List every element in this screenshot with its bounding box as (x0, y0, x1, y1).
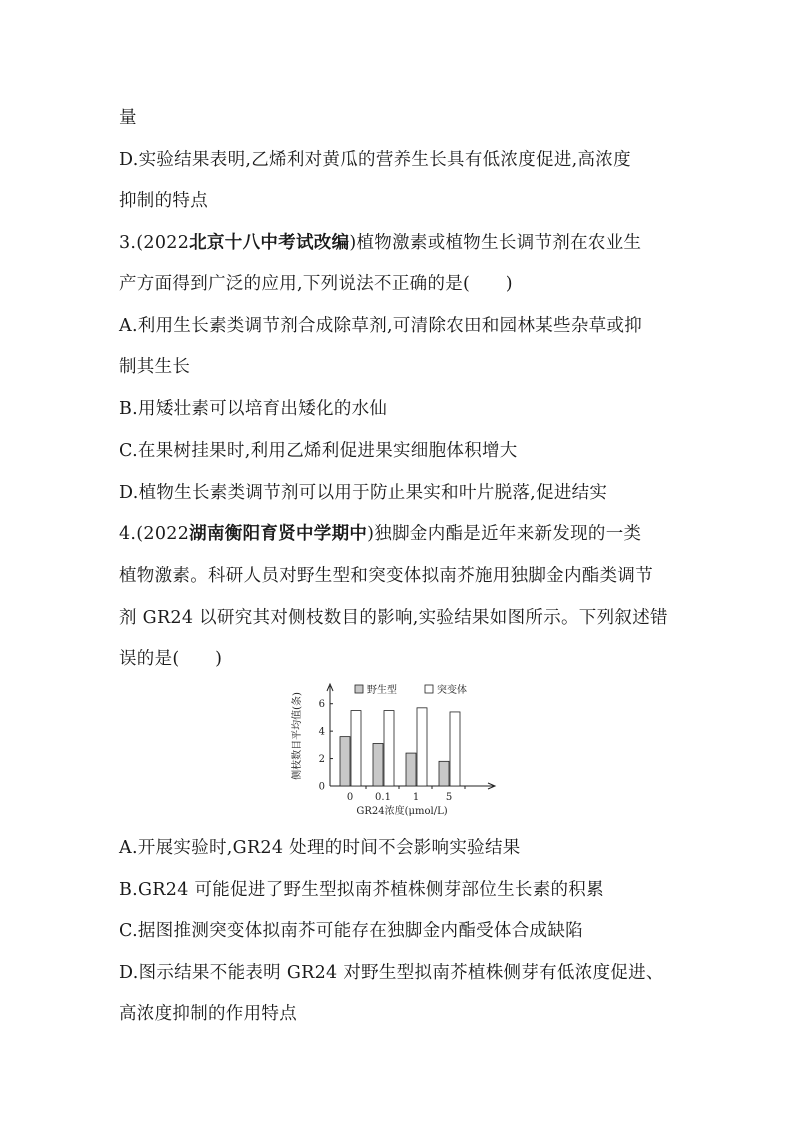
x-tick-label: 1 (412, 792, 420, 803)
y-tick-label: 0 (318, 781, 325, 793)
y-tick-label: 2 (318, 754, 325, 766)
x-tick-label: 0.1 (375, 792, 391, 803)
question-3-stem-text: )植物激素或植物生长调节剂在农业生 (349, 233, 642, 253)
bar-mutant (417, 708, 427, 786)
bar-mutant (351, 711, 361, 786)
bar-chart (290, 678, 505, 823)
question-3-option-d: D.植物生长素类调节剂可以用于防止果实和叶片脱落,促进结实 (119, 483, 608, 503)
question-3-option-a-cont: 制其生长 (119, 357, 191, 377)
bar-mutant (384, 711, 394, 786)
bar-wild-type (439, 761, 449, 786)
legend-label-wild-type: 野生型 (367, 685, 397, 696)
legend-swatch-mutant (425, 685, 433, 693)
bar-wild-type (373, 743, 383, 786)
question-4-option-c: C.据图推测突变体拟南芥可能存在独脚金内酯受体合成缺陷 (119, 921, 583, 941)
question-4-stem-line2: 植物激素。科研人员对野生型和突变体拟南芥施用独脚金内酯类调节 (119, 566, 653, 586)
question-3-number: 3.(2022 (119, 233, 190, 253)
question-4-stem-line3: 剂 GR24 以研究其对侧枝数目的影响,实验结果如图所示。下列叙述错 (119, 608, 668, 628)
question-4-option-d-cont: 高浓度抑制的作用特点 (119, 1004, 297, 1024)
text-line: 抑制的特点 (119, 191, 208, 211)
question-3-stem-line2: 产方面得到广泛的应用,下列说法不正确的是( ) (119, 274, 513, 294)
question-3-option-c: C.在果树挂果时,利用乙烯利促进果实细胞体积增大 (119, 441, 518, 461)
text-line: D.实验结果表明,乙烯利对黄瓜的营养生长具有低浓度促进,高浓度 (119, 150, 631, 170)
question-4-stem (119, 520, 641, 545)
y-axis-label: 侧枝数目平均值(条) (292, 692, 303, 780)
y-tick-label: 4 (318, 726, 325, 738)
x-tick-label: 5 (445, 792, 453, 803)
question-3-option-a: A.利用生长素类调节剂合成除草剂,可清除农田和园林某些杂草或抑 (119, 316, 643, 336)
question-4-stem-line4: 误的是( ) (119, 649, 223, 669)
question-4-number: 4.(2022 (119, 524, 190, 544)
question-4-source: 湖南衡阳育贤中学期中 (189, 524, 368, 544)
question-4-option-b: B.GR24 可能促进了野生型拟南芥植株侧芽部位生长素的积累 (119, 880, 604, 900)
bar-wild-type (340, 737, 350, 786)
legend-swatch-wild-type (355, 685, 363, 693)
question-4-option-d: D.图示结果不能表明 GR24 对野生型拟南芥植株侧芽有低浓度促进、 (119, 963, 664, 983)
question-3-stem (119, 229, 641, 254)
question-4-option-a: A.开展实验时,GR24 处理的时间不会影响实验结果 (119, 838, 521, 858)
bar-wild-type (406, 753, 416, 786)
legend-label-mutant: 突变体 (437, 685, 467, 696)
x-axis-label: GR24浓度(μmol/L) (356, 806, 448, 817)
question-3-option-b: B.用矮壮素可以培育出矮化的水仙 (119, 399, 388, 419)
x-tick-label: 0 (346, 792, 354, 803)
question-3-source: 北京十八中考试改编 (189, 233, 350, 253)
y-tick-label: 6 (318, 699, 325, 711)
text-line: 量 (119, 108, 137, 128)
bar-mutant (450, 712, 460, 786)
question-4-stem-text: )独脚金内酯是近年来新发现的一类 (367, 524, 642, 544)
